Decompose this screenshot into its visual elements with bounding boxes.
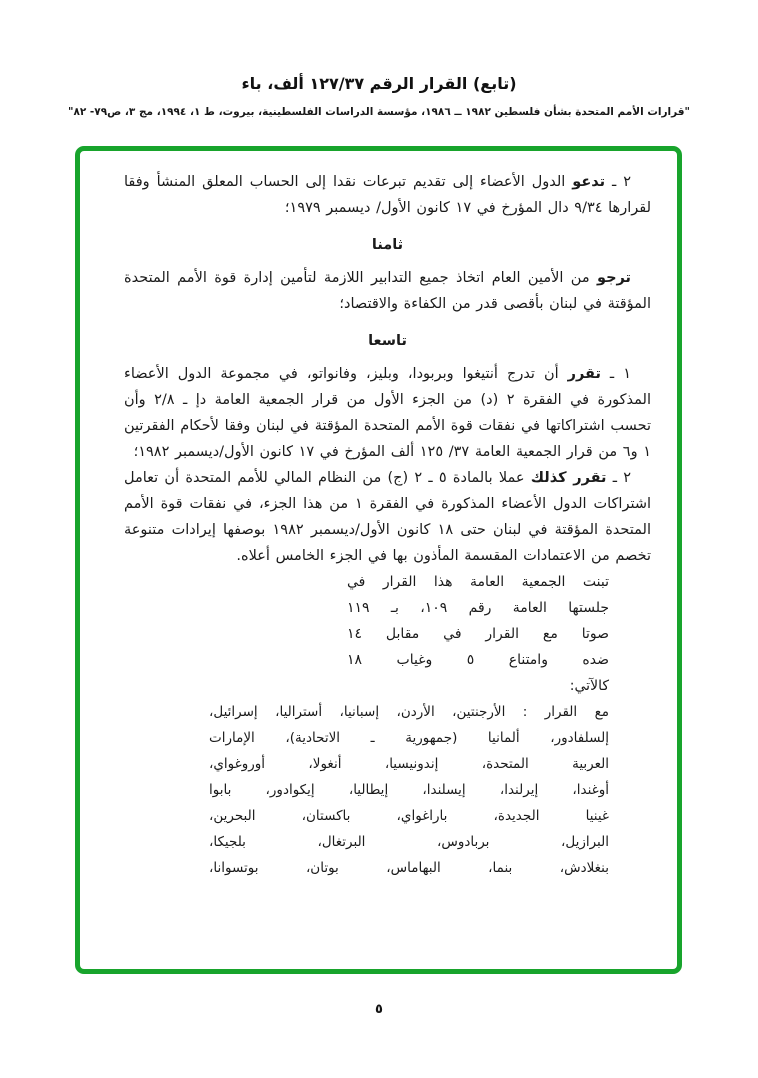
countries-line: غينيا الجديدة، باراغواي، باكستان، البحرين، [209,808,609,824]
vote-summary-block [347,569,609,699]
page-number: ٥ [375,1002,383,1017]
paragraph-decides-2 [124,465,651,569]
paragraph-text: أن تدرج أنتيغوا وبربودا، وبليز، وفانواتو، في مجموعة الدول الأعضاء المذكورة في الفقرة ٢ (د) من الجزء الأول من قرار الجمعية العامة دإ ـ ٢/٨ وأن تحسب اشتراكاتها في نفقات قوة الأمم المتحدة المؤقتة في لبنان وفقا لأحكام الفقرتين ١ و٦ من قرار الجمعية العامة ٣٧/ ١٢٥ ألف المؤرخ في ١٧ كانون الأول/ديسمبر ١٩٨٢؛ [124,366,651,460]
operative-verb: تدعو [572,174,606,190]
resolution-title: (تابع) القرار الرقم ١٢٧/٣٧ ألف، باء [241,74,517,93]
paragraph-contributions [124,169,651,221]
paragraph-text: الدول الأعضاء إلى تقديم تبرعات نقدا إلى الحساب المعلق المنشأ وفقا لقرارها ٩/٣٤ دال المؤرخ في ١٧ كانون الأول/ ديسمبر ١٩٧٩؛ [124,174,651,216]
operative-verb: ترجو [596,270,631,286]
item-number: ٢ ـ [606,470,631,486]
operative-verb: تقرر كذلك [530,470,607,486]
vote-line: ضده وامتناع ٥ وغياب ١٨ [347,652,609,668]
vote-line: صوتا مع القرار في مقابل ١٤ [347,626,609,642]
vote-line: تبنت الجمعية العامة هذا القرار في [347,574,609,590]
section-heading-ninth: تاسعا [368,333,407,349]
section-heading-eighth: ثامنا [371,237,404,253]
countries-line: العربية المتحدة، إندونيسيا، أنغولا، أوروغواي، [209,756,609,772]
content-frame [75,146,682,974]
countries-line: مع القرار : الأرجنتين، الأردن، إسبانيا، أستراليا، إسرائيل، [209,704,609,720]
item-number: ١ ـ [600,366,631,382]
voting-countries-block [209,699,609,881]
vote-line: جلستها العامة رقم ١٠٩، بـ ١١٩ [347,600,609,616]
countries-line: بنغلادش، بنما، البهاماس، بوتان، بوتسوانا، [209,860,609,876]
paragraph-decides-1 [124,361,651,465]
vote-line-colon: كالآتي: [569,678,609,694]
paragraph-text: من الأمين العام اتخاذ جميع التدابير اللازمة لتأمين إدارة قوة الأمم المتحدة المؤقتة في لبنان بأقصى قدر من الكفاءة والاقتصاد؛ [124,270,651,312]
paragraph-secretary-general [124,265,651,317]
countries-line: أوغندا، إيرلندا، إيسلندا، إيطاليا، إيكوادور، بابوا [209,782,609,798]
source-citation: "قرارات الأمم المتحدة بشأن فلسطين ١٩٨٢ ــ ١٩٨٦، مؤسسة الدراسات الفلسطينية، بيروت، ط ١، ١٩٩٤، مج ٣، ص٧٩- ٨٢" [67,106,691,118]
item-number: ٢ ـ [605,174,632,190]
countries-line: إلسلفادور، ألمانيا (جمهورية ـ الاتحادية)، الإمارات [209,730,609,746]
operative-verb: تقرر [567,366,601,382]
countries-line: البرازيل، بربادوس، البرتغال، بلجيكا، [209,834,609,850]
paragraph-text: عملا بالمادة ٥ ـ ٢ (ج) من النظام المالي للأمم المتحدة أن تعامل اشتراكات الدول الأعضاء المذكورة في الفقرة ١ من هذا الجزء، في نفقات قوة الأمم المتحدة المؤقتة في لبنان حتى ١٨ كانون الأول/ديسمبر ١٩٨٢ بوصفها إيرادات متنوعة تخصم من الاعتمادات المقسمة المأذون بها في الجزء الخامس أعلاه. [124,470,651,564]
